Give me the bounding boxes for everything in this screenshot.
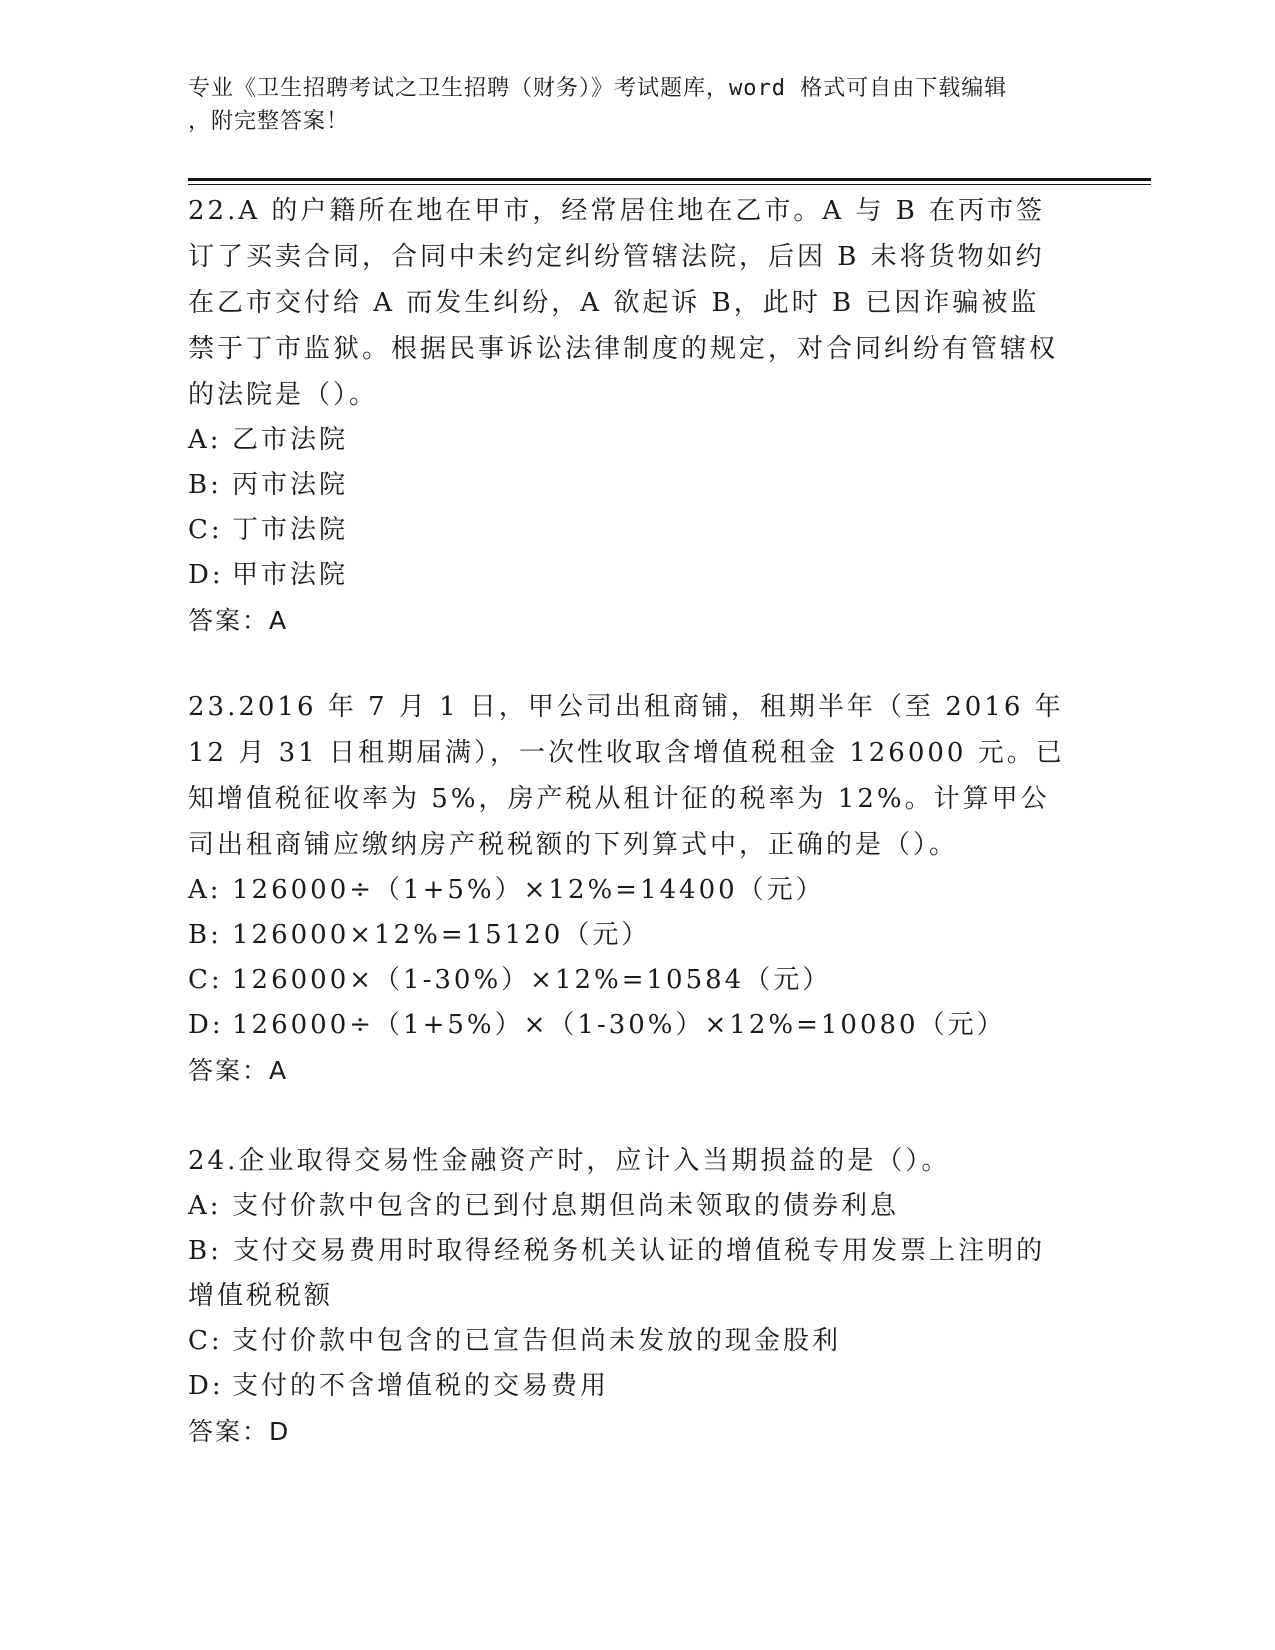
option-text: 126000×（1-30%）×12%=10584（元） (232, 965, 832, 995)
option-letter: A: (188, 1191, 222, 1221)
question-stem: 24.企业取得交易性金融资产时，应计入当期损益的是（）。 (188, 1146, 951, 1176)
question-24 (188, 1138, 1068, 1455)
option-text: 乙市法院 (232, 425, 349, 455)
question-stem: 23.2016 年 7 月 1 日，甲公司出租商铺，租期半年（至 2016 年 12 月 31 日租期届满），一次性收取含增值税租金 126000 元。已知增值税征收率为 5%，房产税从租计征的税率为 12%。计算甲公司出租商铺应缴纳房产税税额的下列算式中，正确的是（）。 (188, 692, 1065, 860)
option-letter: A: (188, 425, 222, 455)
option-c (188, 508, 1068, 553)
header-divider-thick (188, 178, 1151, 181)
option-d (188, 1003, 1068, 1048)
option-b (188, 1229, 1068, 1319)
option-letter: B: (188, 470, 222, 500)
option-c (188, 958, 1068, 1003)
answer-label: 答案：A (188, 1056, 289, 1085)
option-letter: A: (188, 875, 222, 905)
option-letter: C: (188, 965, 223, 995)
option-a (188, 868, 1068, 913)
option-text: 丙市法院 (232, 470, 349, 500)
option-c (188, 1319, 1068, 1364)
answer-label: 答案：D (188, 1417, 291, 1446)
option-text: 甲市法院 (232, 560, 349, 590)
header-line-1: 专业《卫生招聘考试之卫生招聘（财务）》考试题库，word 格式可自由下载编辑 (188, 76, 1008, 101)
question-22 (188, 188, 1068, 644)
option-text: 丁市法院 (232, 515, 349, 545)
option-text: 支付价款中包含的已到付息期但尚未领取的债券利息 (232, 1191, 900, 1221)
option-text: 支付的不含增值税的交易费用 (232, 1371, 610, 1401)
option-letter: D: (188, 560, 224, 590)
option-a (188, 1184, 1068, 1229)
question-stem: 22.A 的户籍所在地在甲市，经常居住地在乙市。A 与 B 在丙市签订了买卖合同，合同中未约定纠纷管辖法院，后因 B 未将货物如约在乙市交付给 A 而发生纠纷，A 欲起诉 B，此时 B 已因诈骗被监禁于丁市监狱。根据民事诉讼法律制度的规定，对合同纠纷有管辖权的法院是（）。 (188, 196, 1059, 410)
option-text: 支付价款中包含的已宣告但尚未发放的现金股利 (232, 1326, 842, 1356)
option-text: 126000×12%=15120（元） (232, 920, 651, 950)
option-letter: C: (188, 515, 223, 545)
option-b (188, 913, 1068, 958)
option-d (188, 553, 1068, 598)
header-divider-thin (188, 184, 1151, 185)
header-line-2: ，附完整答案！ (188, 109, 350, 134)
option-letter: B: (188, 1236, 222, 1266)
option-text: 126000÷（1+5%）×12%=14400（元） (232, 875, 825, 905)
option-letter: C: (188, 1326, 223, 1356)
answer-label: 答案：A (188, 606, 289, 635)
option-letter: B: (188, 920, 222, 950)
option-letter: D: (188, 1371, 224, 1401)
question-23 (188, 684, 1068, 1094)
option-text: 126000÷（1+5%）×（1-30%）×12%=10080（元） (232, 1010, 1006, 1040)
page-header (188, 72, 1068, 138)
option-b (188, 463, 1068, 508)
option-d (188, 1364, 1068, 1409)
option-a (188, 418, 1068, 463)
option-text: 支付交易费用时取得经税务机关认证的增值税专用发票上注明的增值税税额 (188, 1236, 1046, 1311)
option-letter: D: (188, 1010, 224, 1040)
